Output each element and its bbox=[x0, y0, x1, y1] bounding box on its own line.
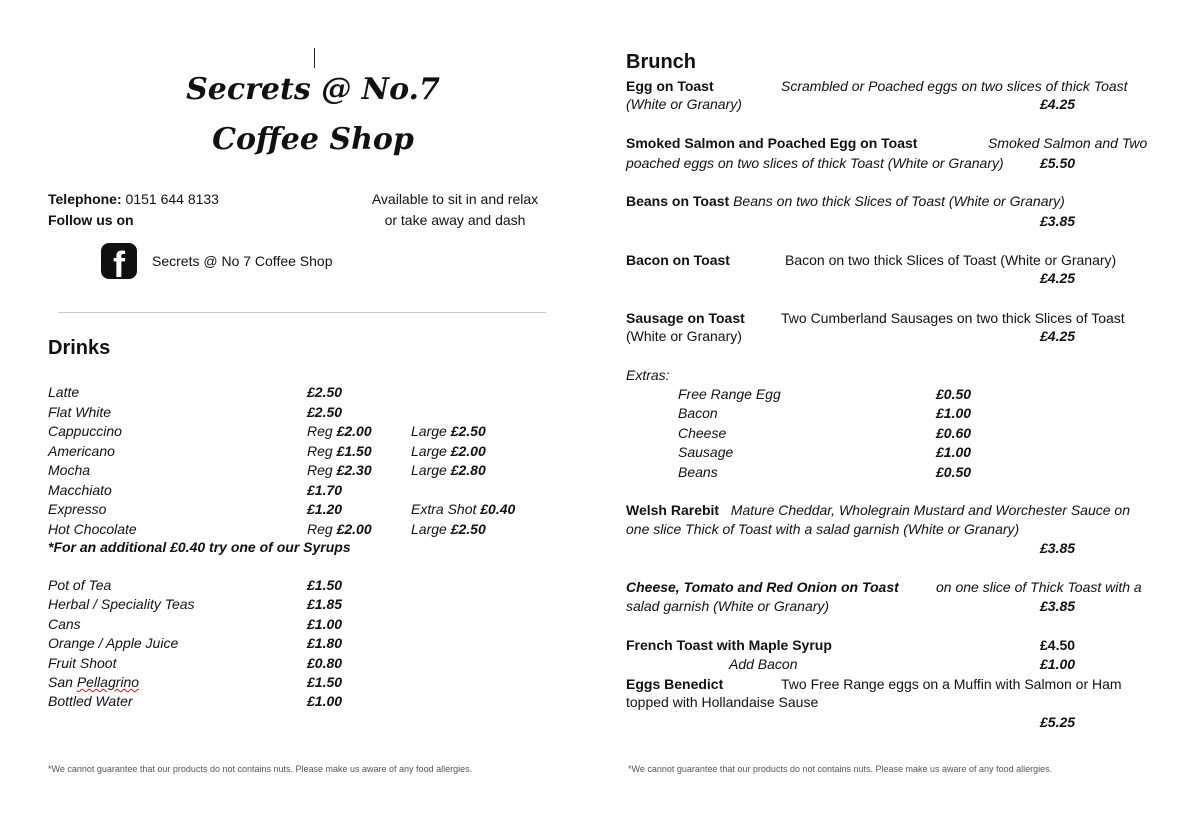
hot-drink-row bbox=[48, 462, 548, 481]
facebook-page-name: Secrets @ No 7 Coffee Shop bbox=[152, 253, 333, 269]
drink-name: Pot of Tea bbox=[48, 577, 112, 593]
extra-price: £0.50 bbox=[936, 463, 972, 480]
drink-price: £1.00 bbox=[307, 693, 343, 710]
cheese-tomato-desc2: salad garnish (White or Granary) bbox=[626, 598, 830, 614]
cold-drink-row bbox=[48, 655, 548, 674]
drink-price-regular bbox=[307, 462, 372, 478]
drink-name: Fruit Shoot bbox=[48, 654, 117, 671]
drink-name: Expresso bbox=[48, 501, 107, 517]
drink-name: Bottled Water bbox=[48, 693, 133, 710]
drink-name: Mocha bbox=[48, 462, 91, 478]
drink-name: Orange / Apple Juice bbox=[48, 635, 179, 652]
extras-label: Extras: bbox=[626, 367, 670, 383]
beans-on-toast-name: Beans on Toast bbox=[626, 193, 730, 209]
extra-item-row bbox=[678, 464, 998, 483]
hot-drink-row bbox=[48, 423, 548, 442]
price-value: £2.50 bbox=[450, 423, 486, 439]
drinks-heading: Drinks bbox=[48, 337, 111, 359]
drink-name: Flat White bbox=[48, 403, 112, 420]
cheese-tomato-name: Cheese, Tomato and Red Onion on Toast bbox=[626, 579, 899, 595]
hot-drink-row bbox=[48, 443, 548, 462]
allergy-footer-left: *We cannot guarantee that our products do not contains nuts. Please make us aware of any food allergies. bbox=[48, 764, 473, 774]
cold-drink-row bbox=[48, 596, 548, 615]
smoked-salmon-price: £5.50 bbox=[1040, 155, 1076, 171]
cold-drink-row bbox=[48, 616, 548, 635]
drink-price-regular bbox=[307, 501, 342, 517]
drink-price-large bbox=[411, 462, 486, 478]
spellcheck-underline: Pellagrino bbox=[76, 674, 140, 690]
availability-line1: Available to sit in and relax bbox=[371, 191, 539, 207]
drink-price-large bbox=[411, 443, 486, 459]
telephone-number: 0151 644 8133 bbox=[125, 191, 219, 207]
extra-name: Bacon bbox=[678, 405, 718, 422]
cold-drink-row bbox=[48, 693, 548, 712]
extra-name: Beans bbox=[678, 463, 718, 480]
drink-price: £1.50 bbox=[307, 577, 343, 593]
extra-price: £1.00 bbox=[936, 405, 972, 422]
egg-on-toast-name: Egg on Toast bbox=[626, 78, 714, 94]
welsh-rarebit-line bbox=[626, 502, 1130, 518]
drink-name: Americano bbox=[48, 442, 115, 459]
price-prefix: Large bbox=[411, 462, 447, 478]
extra-price: £0.60 bbox=[936, 424, 972, 441]
extra-name: Free Range Egg bbox=[678, 386, 781, 402]
price-value: £0.40 bbox=[480, 501, 516, 517]
smoked-salmon-desc: Smoked Salmon and Two bbox=[988, 135, 1148, 151]
text-cursor bbox=[314, 48, 315, 68]
eggs-benedict-price: £5.25 bbox=[1040, 714, 1076, 730]
price-value: £2.50 bbox=[307, 384, 343, 400]
price-value: £2.50 bbox=[450, 520, 486, 537]
french-toast-name: French Toast with Maple Syrup bbox=[626, 637, 832, 653]
drink-price-regular bbox=[307, 423, 372, 439]
price-prefix: Reg bbox=[307, 442, 333, 459]
sausage-on-toast-price: £4.25 bbox=[1040, 328, 1076, 344]
sausage-on-toast-name: Sausage on Toast bbox=[626, 310, 745, 326]
hot-drink-row bbox=[48, 482, 548, 501]
extra-name: Sausage bbox=[678, 444, 734, 461]
bacon-on-toast-name: Bacon on Toast bbox=[626, 252, 730, 268]
eggs-benedict-name: Eggs Benedict bbox=[626, 676, 724, 692]
welsh-rarebit-name: Welsh Rarebit bbox=[626, 502, 720, 518]
drink-price-regular bbox=[307, 443, 372, 459]
drink-price: £1.00 bbox=[307, 615, 343, 632]
egg-on-toast-desc: Scrambled or Poached eggs on two slices of thick Toast bbox=[781, 78, 1128, 94]
smoked-salmon-name: Smoked Salmon and Poached Egg on Toast bbox=[626, 135, 918, 151]
price-value: £2.00 bbox=[450, 442, 486, 459]
price-prefix: Reg bbox=[307, 462, 333, 478]
egg-on-toast-price: £4.25 bbox=[1040, 96, 1076, 112]
welsh-rarebit-desc: Mature Cheddar, Wholegrain Mustard and Worchester Sauce on bbox=[730, 502, 1130, 518]
extra-item-row bbox=[678, 405, 998, 424]
extra-item-row bbox=[678, 444, 998, 463]
section-divider bbox=[58, 312, 546, 313]
drink-price: £1.80 bbox=[307, 635, 343, 652]
price-prefix: Large bbox=[411, 442, 447, 459]
price-prefix: Extra Shot bbox=[411, 501, 477, 517]
smoked-salmon-desc2: poached eggs on two slices of thick Toast (White or Granary) bbox=[626, 155, 1004, 171]
telephone-line bbox=[48, 191, 219, 207]
drink-price-large bbox=[411, 521, 486, 537]
beans-on-toast-desc: Beans on two thick Slices of Toast (White or Granary) bbox=[733, 193, 1065, 209]
egg-on-toast-desc2: (White or Granary) bbox=[626, 96, 742, 112]
extra-name: Cheese bbox=[678, 424, 727, 441]
drink-name: Macchiato bbox=[48, 481, 112, 498]
drink-name: Cappuccino bbox=[48, 423, 122, 439]
drink-price: £1.85 bbox=[307, 596, 343, 613]
sausage-on-toast-desc2: (White or Granary) bbox=[626, 328, 742, 344]
price-value: £2.50 bbox=[307, 403, 343, 420]
hot-drink-row bbox=[48, 384, 548, 403]
allergy-footer-right: *We cannot guarantee that our products do not contains nuts. Please make us aware of any food allergies. bbox=[628, 764, 1053, 774]
price-value: £1.70 bbox=[307, 481, 343, 498]
extra-price: £0.50 bbox=[936, 386, 972, 402]
telephone-label: Telephone: bbox=[48, 191, 122, 207]
price-prefix: Reg bbox=[307, 520, 333, 537]
price-value: £2.80 bbox=[450, 462, 486, 478]
shop-title-line1: Secrets @ No.7 bbox=[186, 72, 440, 107]
bacon-on-toast-price: £4.25 bbox=[1040, 270, 1076, 286]
drink-price-large bbox=[411, 501, 515, 517]
brunch-heading: Brunch bbox=[626, 51, 696, 73]
beans-on-toast-price: £3.85 bbox=[1040, 213, 1076, 229]
drink-name: Latte bbox=[48, 384, 80, 400]
cold-drink-row bbox=[48, 577, 548, 596]
bacon-on-toast-desc: Bacon on two thick Slices of Toast (White or Granary) bbox=[785, 252, 1117, 268]
french-toast-price: £4.50 bbox=[1040, 637, 1076, 653]
shop-title-line2: Coffee Shop bbox=[212, 122, 414, 157]
price-value: £1.50 bbox=[336, 442, 372, 459]
drink-price-regular bbox=[307, 482, 342, 498]
drink-price-large bbox=[411, 423, 486, 439]
price-value: £2.00 bbox=[336, 423, 372, 439]
price-prefix: Reg bbox=[307, 423, 333, 439]
drink-name: San Pellagrino bbox=[48, 674, 140, 690]
cheese-tomato-price: £3.85 bbox=[1040, 598, 1076, 614]
drink-name: Cans bbox=[48, 615, 81, 632]
french-toast-addon: Add Bacon bbox=[729, 656, 798, 672]
cold-drink-row bbox=[48, 674, 548, 693]
price-prefix: Large bbox=[411, 423, 447, 439]
extra-item-row bbox=[678, 386, 998, 405]
eggs-benedict-desc: Two Free Range eggs on a Muffin with Salmon or Ham bbox=[781, 676, 1122, 692]
eggs-benedict-desc2: topped with Hollandaise Sause bbox=[626, 694, 819, 710]
hot-drink-row bbox=[48, 404, 548, 423]
hot-drink-row bbox=[48, 521, 548, 540]
extra-item-row bbox=[678, 425, 998, 444]
price-prefix: Large bbox=[411, 520, 447, 537]
price-value: £1.20 bbox=[307, 501, 343, 517]
drink-price-regular bbox=[307, 384, 342, 400]
beans-on-toast-line bbox=[626, 193, 1065, 209]
availability-text bbox=[340, 189, 570, 231]
drink-name: Hot Chocolate bbox=[48, 520, 137, 537]
drink-name: Herbal / Speciality Teas bbox=[48, 596, 195, 613]
drink-price-regular bbox=[307, 404, 342, 420]
drink-price: £1.50 bbox=[307, 674, 343, 690]
price-value: £2.30 bbox=[336, 462, 372, 478]
price-value: £2.00 bbox=[336, 520, 372, 537]
facebook-icon: f bbox=[101, 243, 137, 279]
hot-drink-row bbox=[48, 501, 548, 520]
availability-line2: or take away and dash bbox=[384, 212, 526, 228]
cold-drink-row bbox=[48, 635, 548, 654]
welsh-rarebit-price: £3.85 bbox=[1040, 540, 1076, 556]
follow-label: Follow us on bbox=[48, 212, 134, 228]
welsh-rarebit-desc2: one slice Thick of Toast with a salad garnish (White or Granary) bbox=[626, 521, 1020, 537]
syrup-note: *For an additional £0.40 try one of our Syrups bbox=[48, 539, 351, 555]
drink-price: £0.80 bbox=[307, 654, 343, 671]
drink-price-regular bbox=[307, 521, 372, 537]
cheese-tomato-desc: on one slice of Thick Toast with a bbox=[936, 579, 1142, 595]
french-toast-addon-price: £1.00 bbox=[1040, 656, 1076, 672]
sausage-on-toast-desc: Two Cumberland Sausages on two thick Slices of Toast bbox=[781, 310, 1125, 326]
extra-price: £1.00 bbox=[936, 444, 972, 461]
